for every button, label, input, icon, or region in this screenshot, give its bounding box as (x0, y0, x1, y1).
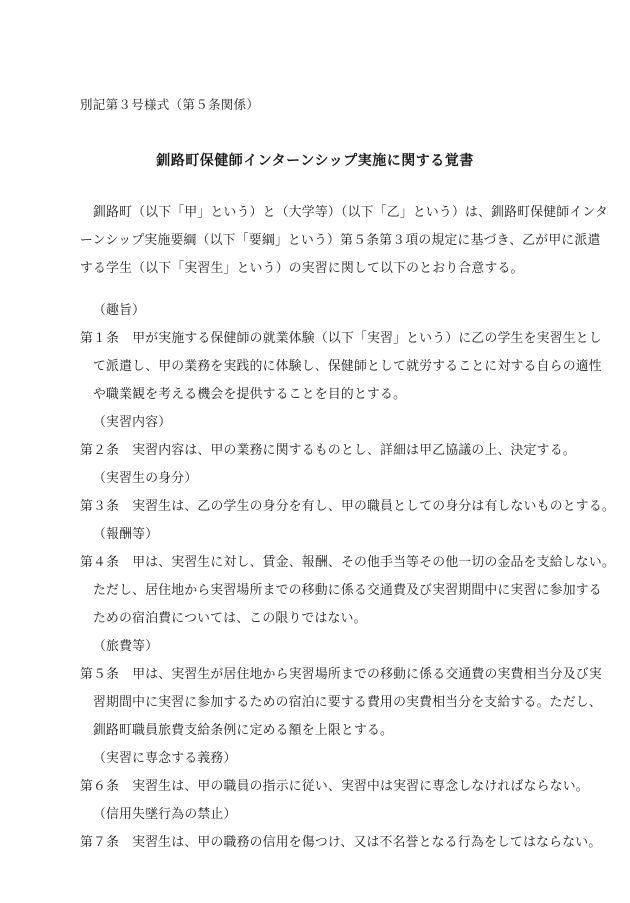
article-text: 第１条 甲が実施する保健師の就業体験（以下「実習」という）に乙の学生を実習生とし (80, 331, 602, 346)
article-heading: （信用失墜行為の禁止） (93, 807, 237, 822)
article-text: 第７条 実習生は、甲の職務の信用を傷つけ、又は不名誉となる行為をしてはならない。 (80, 835, 602, 850)
article-heading: （実習内容） (93, 415, 172, 430)
article-text: ための宿泊費については、この限りではない。 (93, 611, 367, 626)
document-title: 釧路町保健師インターンシップ実施に関する覚書 (156, 153, 474, 169)
article-heading: （旅費等） (93, 639, 159, 654)
preamble-line: ーンシップ実施要綱（以下「要綱」という）第５条第３項の規定に基づき、乙が甲に派遣 (80, 233, 601, 248)
article-heading: （実習に専念する義務） (93, 751, 237, 766)
preamble (80, 203, 609, 287)
article-text: 第６条 実習生は、甲の職員の指示に従い、実習中は実習に専念しなければならない。 (80, 779, 589, 794)
article-text: 釧路町職員旅費支給条例に定める額を上限とする。 (93, 723, 394, 738)
article-text: 習期間中に実習に参加するための宿泊に要する費用の実費相当分を支給する。ただし、 (93, 695, 602, 710)
article-heading: （報酬等） (93, 527, 159, 542)
article-text: ただし、居住地から実習場所までの移動に係る交通費及び実習期間中に実習に参加する (93, 583, 602, 598)
article-text: や職業観を考える機会を提供することを目的とする。 (93, 387, 407, 402)
articles (80, 301, 615, 861)
article-text: 第４条 甲は、実習生に対し、賃金、報酬、その他手当等その他一切の金品を支給しない。 (80, 555, 615, 570)
article-heading: （趣旨） (93, 303, 146, 318)
article-text: 第３条 実習生は、乙の学生の身分を有し、甲の職員としての身分は有しないものとする。 (80, 499, 615, 514)
article-text: 第２条 実習内容は、甲の業務に関するものとし、詳細は甲乙協議の上、決定する。 (80, 443, 576, 458)
article-heading: （実習生の身分） (93, 471, 198, 486)
preamble-line: 釧路町（以下「甲」という）と（大学等）（以下「乙」という）は、釧路町保健師インタ (80, 205, 609, 220)
article-text: て派遣し、甲の業務を実践的に体験し、保健師として就労することに対する自らの適性 (93, 359, 602, 374)
article-text: 第５条 甲は、実習生が居住地から実習場所までの移動に係る交通費の実費相当分及び実 (80, 667, 602, 682)
form-label: 別記第３号様式（第５条関係） (80, 97, 260, 112)
preamble-line: する学生（以下「実習生」という）の実習に関して以下のとおり合意する。 (80, 261, 524, 276)
